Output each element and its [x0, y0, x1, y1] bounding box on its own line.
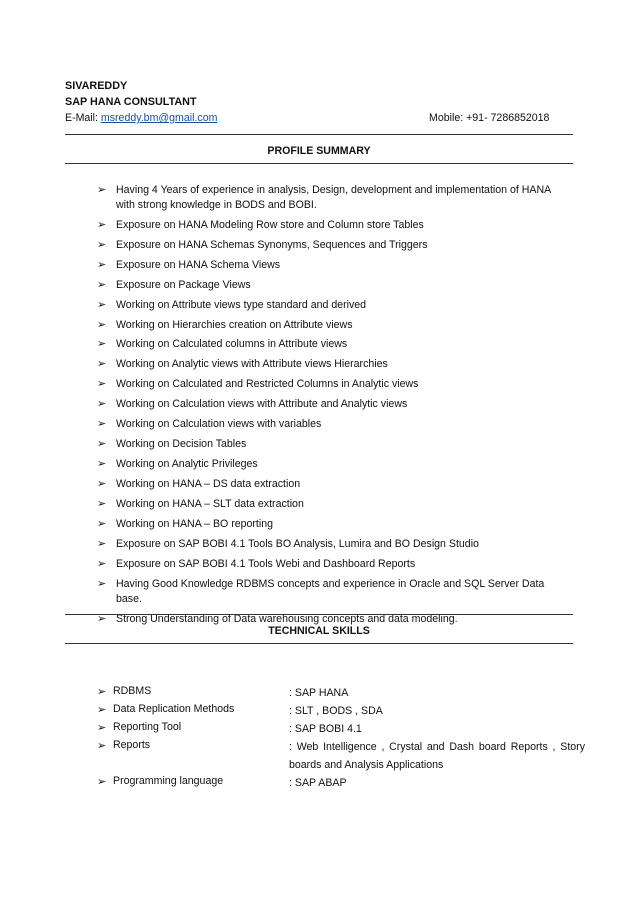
- skill-label: Reporting Tool: [113, 721, 182, 733]
- summary-item: [97, 298, 567, 313]
- summary-item: [97, 437, 567, 452]
- summary-item-text: Exposure on HANA Modeling Row store and Column store Tables: [116, 218, 424, 231]
- email-row: [65, 112, 217, 124]
- summary-item-text: Strong Understanding of Data warehousing concepts and data modeling.: [116, 612, 458, 625]
- summary-item: [97, 457, 567, 472]
- summary-item-text: Having Good Knowledge RDBMS concepts and experience in Oracle and SQL Server Data base.: [116, 578, 545, 605]
- skill-row: [97, 738, 587, 774]
- arrowhead-bullet-icon: ➢: [97, 377, 107, 391]
- summary-item-text: Having 4 Years of experience in analysis, Design, development and implementation of HANA with strong knowledge in BODS and BOBI.: [116, 184, 551, 211]
- contact-line: [65, 112, 565, 126]
- arrowhead-bullet-icon: ➢: [97, 257, 107, 271]
- arrowhead-bullet-icon: ➢: [97, 497, 107, 511]
- summary-item-text: Working on Analytic views with Attribute views Hierarchies: [116, 358, 388, 371]
- profile-summary-heading: PROFILE SUMMARY: [267, 145, 371, 157]
- skill-row: [97, 702, 587, 720]
- summary-item: [97, 537, 567, 552]
- arrowhead-bullet-icon: ➢: [97, 277, 107, 291]
- technical-skills-heading: TECHNICAL SKILLS: [268, 625, 370, 637]
- mobile-number: Mobile: +91- 7286852018: [429, 112, 550, 124]
- profile-summary-list: [97, 183, 567, 632]
- skill-label: Programming language: [113, 775, 224, 787]
- summary-item: [97, 357, 567, 372]
- summary-item-text: Working on Attribute views type standard and derived: [116, 298, 367, 311]
- technical-skills-table: [97, 684, 587, 792]
- skill-row: [97, 720, 587, 738]
- arrowhead-bullet-icon: ➢: [97, 217, 107, 231]
- arrowhead-bullet-icon: ➢: [97, 317, 107, 331]
- arrowhead-bullet-icon: ➢: [97, 703, 107, 716]
- divider-line: [65, 614, 573, 615]
- summary-item: [97, 397, 567, 412]
- arrowhead-bullet-icon: ➢: [97, 183, 107, 196]
- arrowhead-bullet-icon: ➢: [97, 775, 107, 788]
- summary-item: [97, 337, 567, 352]
- skill-label: Reports: [113, 739, 151, 751]
- arrowhead-bullet-icon: ➢: [97, 477, 107, 491]
- summary-item: [97, 183, 567, 212]
- summary-item: [97, 557, 567, 572]
- summary-item: [97, 258, 567, 273]
- summary-item-text: Exposure on SAP BOBI 4.1 Tools BO Analysis, Lumira and BO Design Studio: [116, 538, 479, 551]
- skill-value: : SAP ABAP: [289, 777, 347, 789]
- arrowhead-bullet-icon: ➢: [97, 721, 107, 734]
- summary-item: [97, 577, 567, 606]
- skill-row: [97, 684, 587, 702]
- summary-item-text: Working on HANA – BO reporting: [116, 518, 274, 531]
- arrowhead-bullet-icon: ➢: [97, 397, 107, 411]
- summary-item: [97, 417, 567, 432]
- arrowhead-bullet-icon: ➢: [97, 337, 107, 351]
- arrowhead-bullet-icon: ➢: [97, 685, 107, 698]
- divider-line: [65, 163, 573, 164]
- summary-item-text: Exposure on HANA Schema Views: [116, 258, 281, 271]
- summary-item-text: Working on Calculation views with variables: [116, 418, 322, 431]
- summary-item: [97, 477, 567, 492]
- summary-item-text: Working on HANA – SLT data extraction: [116, 498, 304, 511]
- skill-value: : SLT , BODS , SDA: [289, 705, 383, 717]
- summary-item: [97, 238, 567, 253]
- candidate-title: SAP HANA CONSULTANT: [65, 96, 197, 108]
- arrowhead-bullet-icon: ➢: [97, 357, 107, 371]
- arrowhead-bullet-icon: ➢: [97, 611, 107, 625]
- skill-label: RDBMS: [113, 685, 152, 697]
- summary-item-text: Exposure on HANA Schemas Synonyms, Sequences and Triggers: [116, 238, 428, 251]
- summary-item-text: Exposure on Package Views: [116, 278, 251, 291]
- summary-item-text: Working on HANA – DS data extraction: [116, 478, 301, 491]
- skill-value: : SAP BOBI 4.1: [289, 723, 362, 735]
- summary-item-text: Working on Calculated columns in Attribute views: [116, 338, 348, 351]
- candidate-name: SIVAREDDY: [65, 80, 128, 92]
- arrowhead-bullet-icon: ➢: [97, 557, 107, 571]
- arrowhead-bullet-icon: ➢: [97, 437, 107, 451]
- divider-line: [65, 134, 573, 135]
- email-label: E-Mail:: [65, 112, 101, 124]
- arrowhead-bullet-icon: ➢: [97, 417, 107, 431]
- skill-value: : SAP HANA: [289, 687, 349, 699]
- summary-item-text: Exposure on SAP BOBI 4.1 Tools Webi and Dashboard Reports: [116, 558, 416, 571]
- summary-item: [97, 517, 567, 532]
- summary-item: [97, 377, 567, 392]
- arrowhead-bullet-icon: ➢: [97, 297, 107, 311]
- skill-label: Data Replication Methods: [113, 703, 235, 715]
- summary-item-text: Working on Calculated and Restricted Columns in Analytic views: [116, 378, 419, 391]
- email-link[interactable]: msreddy.bm@gmail.com: [100, 112, 218, 124]
- summary-item-text: Working on Decision Tables: [116, 438, 247, 451]
- arrowhead-bullet-icon: ➢: [97, 577, 107, 591]
- summary-item-text: Working on Analytic Privileges: [116, 458, 258, 471]
- summary-item: [97, 278, 567, 293]
- arrowhead-bullet-icon: ➢: [97, 237, 107, 251]
- arrowhead-bullet-icon: ➢: [97, 537, 107, 551]
- arrowhead-bullet-icon: ➢: [97, 739, 107, 752]
- summary-item: [97, 497, 567, 512]
- skill-row: [97, 774, 587, 792]
- summary-item: [97, 218, 567, 233]
- arrowhead-bullet-icon: ➢: [97, 457, 107, 471]
- skill-value: : Web Intelligence , Crystal and Dash board Reports , Story boards and Analysis Applications: [289, 741, 585, 771]
- summary-item-text: Working on Hierarchies creation on Attribute views: [116, 318, 353, 331]
- arrowhead-bullet-icon: ➢: [97, 517, 107, 531]
- summary-item: [97, 318, 567, 333]
- divider-line: [65, 643, 573, 644]
- summary-item-text: Working on Calculation views with Attribute and Analytic views: [116, 398, 408, 411]
